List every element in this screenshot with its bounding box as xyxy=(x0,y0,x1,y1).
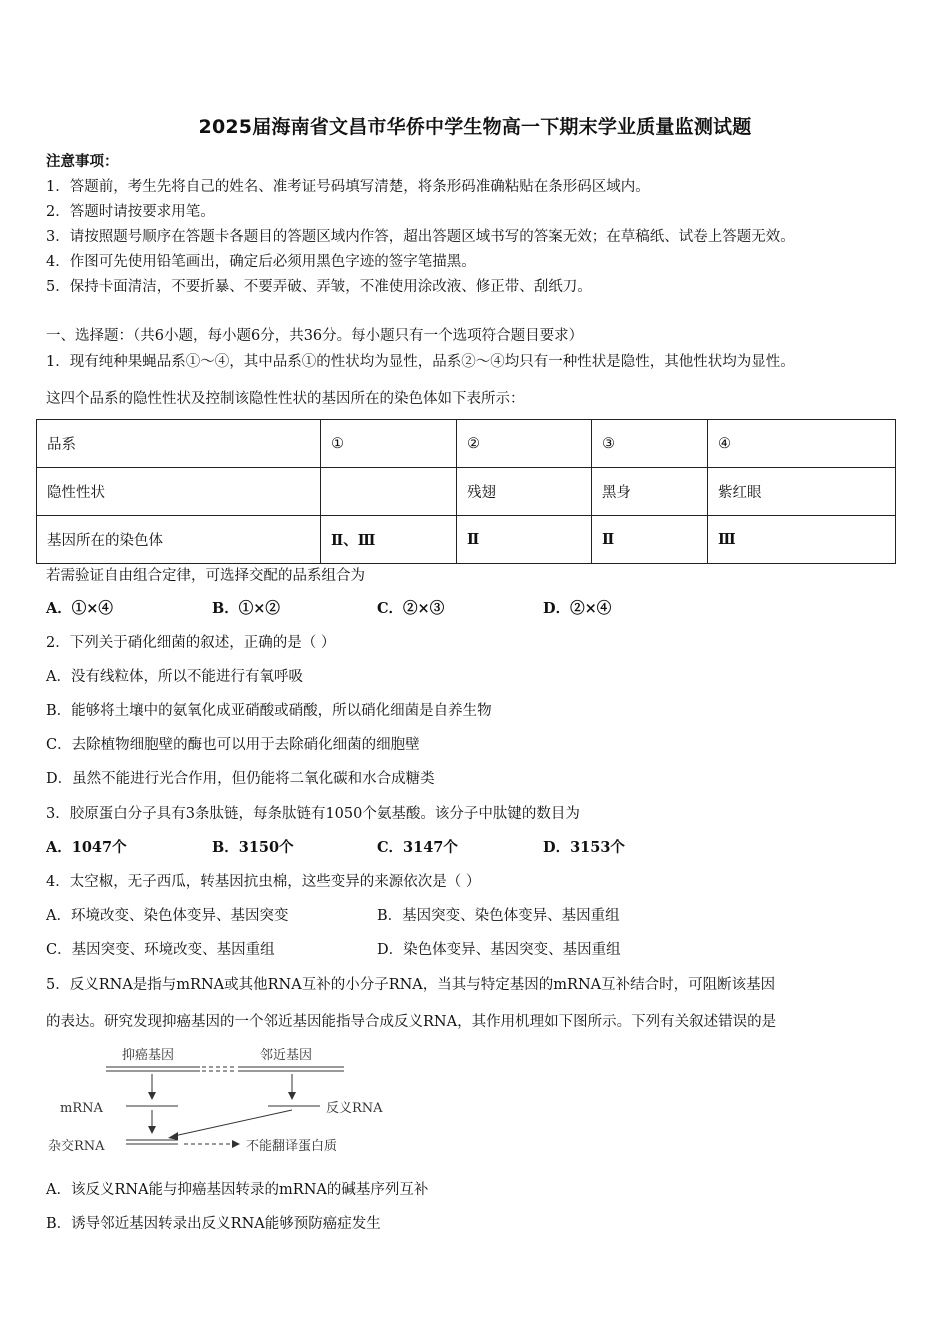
q3-option-c[interactable]: C．3147个 xyxy=(377,839,458,856)
table-cell: Ⅲ xyxy=(708,516,896,564)
q3-stem: 3．胶原蛋白分子具有3条肽链，每条肽链有1050个氨基酸。该分子中肽键的数目为 xyxy=(46,806,580,822)
q5-stem: 5．反义RNA是指与mRNA或其他RNA互补的小分子RNA，当其与特定基因的mRNA互补结合时，可阻断该基因 xyxy=(46,977,776,993)
antisense-rna-label: 反义RNA xyxy=(326,1101,383,1116)
table-cell: Ⅱ xyxy=(592,516,708,564)
table-cell: 紫红眼 xyxy=(708,468,896,516)
section-heading: 一、选择题：（共6小题，每小题6分，共36分。每小题只有一个选项符合题目要求） xyxy=(46,328,584,344)
table-cell: 品系 xyxy=(37,420,321,468)
notice-item: 3．请按照题号顺序在答题卡各题目的答题区域内作答，超出答题区域书写的答案无效；在草稿纸、试卷上答题无效。 xyxy=(46,229,795,245)
arrowhead xyxy=(288,1092,296,1100)
table-row xyxy=(37,468,896,516)
arrowhead xyxy=(148,1126,156,1134)
table-row xyxy=(37,516,896,564)
q4-stem: 4．太空椒，无子西瓜，转基因抗虫棉，这些变异的来源依次是（ ） xyxy=(46,874,481,890)
antisense-rna-diagram xyxy=(44,1040,404,1165)
q2-option-b[interactable]: B．能够将土壤中的氨氧化成亚硝酸或硝酸，所以硝化细菌是自养生物 xyxy=(46,703,492,719)
binding-arrow-2 xyxy=(174,1110,292,1136)
table-cell: Ⅱ xyxy=(457,516,592,564)
q2-option-a[interactable]: A．没有线粒体，所以不能进行有氧呼吸 xyxy=(46,669,303,685)
table-cell: ① xyxy=(321,420,457,468)
q3-option-d[interactable]: D．3153个 xyxy=(543,839,625,856)
q1-table xyxy=(36,419,896,564)
notice-item: 2．答题时请按要求用笔。 xyxy=(46,204,215,220)
table-cell: ④ xyxy=(708,420,896,468)
q3-option-a[interactable]: A．1047个 xyxy=(46,839,127,856)
q4-option-c[interactable]: C．基因突变、环境改变、基因重组 xyxy=(46,942,275,958)
table-row xyxy=(37,420,896,468)
table-cell: 残翅 xyxy=(457,468,592,516)
page-title: 2025届海南省文昌市华侨中学生物高一下期末学业质量监测试题 xyxy=(198,116,752,138)
q5-option-a[interactable]: A．该反义RNA能与抑癌基因转录的mRNA的碱基序列互补 xyxy=(46,1182,429,1198)
q4-option-b[interactable]: B．基因突变、染色体变异、基因重组 xyxy=(377,908,620,924)
q1-option-a[interactable]: A．①×④ xyxy=(46,600,113,617)
adjacent-gene-label: 邻近基因 xyxy=(260,1048,313,1063)
q5-stem-cont: 的表达。研究发现抑癌基因的一个邻近基因能指导合成反义RNA，其作用机理如下图所示。下列有关叙述错误的是 xyxy=(46,1014,777,1030)
q1-stem: 1．现有纯种果蝇品系①～④，其中品系①的性状均为显性，品系②～④均只有一种性状是隐性，其他性状均为显性。 xyxy=(46,354,795,370)
tumor-suppressor-gene-label: 抑癌基因 xyxy=(122,1048,175,1063)
q4-option-a[interactable]: A．环境改变、染色体变异、基因突变 xyxy=(46,908,289,924)
q2-option-d[interactable]: D．虽然不能进行光合作用，但仍能将二氧化碳和水合成糖类 xyxy=(46,771,435,787)
arrowhead xyxy=(232,1140,240,1148)
table-cell: 黑身 xyxy=(592,468,708,516)
notice-item: 1．答题前，考生先将自己的姓名、准考证号码填写清楚，将条形码准确粘贴在条形码区域内。 xyxy=(46,179,650,195)
q1-option-d[interactable]: D．②×④ xyxy=(543,600,612,617)
table-cell xyxy=(321,468,457,516)
result-label: 不能翻译蛋白质 xyxy=(246,1139,338,1154)
q1-stem-cont: 这四个品系的隐性性状及控制该隐性性状的基因所在的染色体如下表所示： xyxy=(46,391,525,407)
table-cell: 基因所在的染色体 xyxy=(37,516,321,564)
q1-option-c[interactable]: C．②×③ xyxy=(377,600,445,617)
table-cell: Ⅱ、Ⅲ xyxy=(321,516,457,564)
q4-option-d[interactable]: D．染色体变异、基因突变、基因重组 xyxy=(377,942,621,958)
q2-option-c[interactable]: C．去除植物细胞壁的酶也可以用于去除硝化细菌的细胞壁 xyxy=(46,737,420,753)
notice-item: 5．保持卡面清洁，不要折暴、不要弄破、弄皱，不准使用涂改液、修正带、刮纸刀。 xyxy=(46,279,592,295)
table-cell: ③ xyxy=(592,420,708,468)
arrowhead xyxy=(168,1132,178,1140)
notice-heading: 注意事项： xyxy=(46,153,119,170)
q2-stem: 2．下列关于硝化细菌的叙述，正确的是（ ） xyxy=(46,635,336,651)
q5-option-b[interactable]: B．诱导邻近基因转录出反义RNA能够预防癌症发生 xyxy=(46,1216,381,1232)
notice-item: 4．作图可先使用铅笔画出，确定后必须用黑色字迹的签字笔描黑。 xyxy=(46,254,476,270)
table-cell: ② xyxy=(457,420,592,468)
q1-question: 若需验证自由组合定律，可选择交配的品系组合为 xyxy=(46,568,365,584)
table-cell: 隐性性状 xyxy=(37,468,321,516)
q3-option-b[interactable]: B．3150个 xyxy=(212,839,294,856)
q1-option-b[interactable]: B．①×② xyxy=(212,600,280,617)
arrowhead xyxy=(148,1092,156,1100)
mrna-label: mRNA xyxy=(60,1101,103,1116)
hybrid-rna-label: 杂交RNA xyxy=(48,1139,105,1154)
